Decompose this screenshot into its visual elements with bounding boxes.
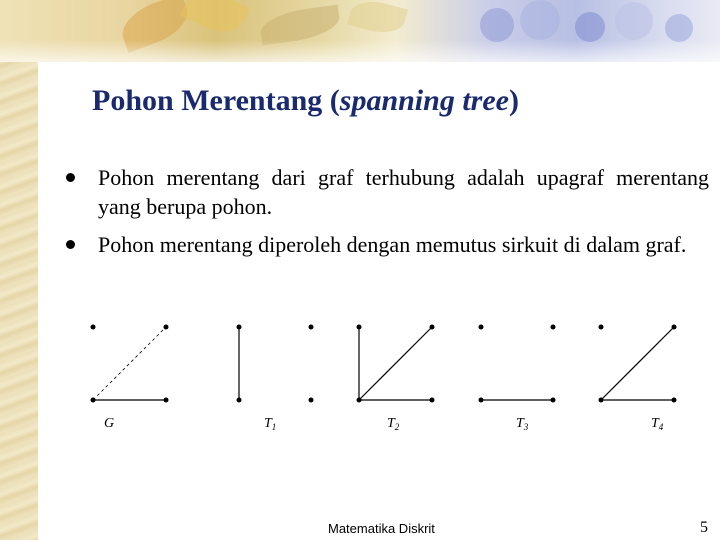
label-g: G (104, 416, 115, 431)
decorative-left-strip (0, 0, 38, 540)
edge (93, 327, 166, 400)
label-t1: $T_1$ (264, 416, 277, 432)
graph-t1-vertices (237, 325, 314, 403)
graph-t3-vertices (479, 325, 556, 403)
header-banner-image (0, 0, 720, 62)
label-t4: $T_4$ (651, 416, 664, 432)
bullet-dot-1 (66, 173, 75, 182)
edge (359, 327, 432, 400)
graph-t4 (601, 327, 674, 400)
graph-g (93, 327, 166, 400)
label-t2: $T_2$ (387, 416, 400, 432)
graph-t2 (359, 327, 432, 400)
spanning-tree-figure (0, 300, 720, 440)
bullet-dot-2 (66, 240, 75, 249)
bullet-text-1: Pohon merentang dari graf terhubung adalah upagraf merentang yang berupa pohon. (98, 165, 709, 219)
bullet-text-2: Pohon merentang diperoleh dengan memutus sirkuit di dalam graf. (98, 232, 687, 257)
page-number: 5 (700, 519, 708, 536)
edge (601, 327, 674, 400)
slide-title: Pohon Merentang (spanning tree) (92, 84, 519, 117)
footer-course-name: Matematika Diskrit (328, 521, 435, 536)
label-t3: $T_3$ (516, 416, 529, 432)
